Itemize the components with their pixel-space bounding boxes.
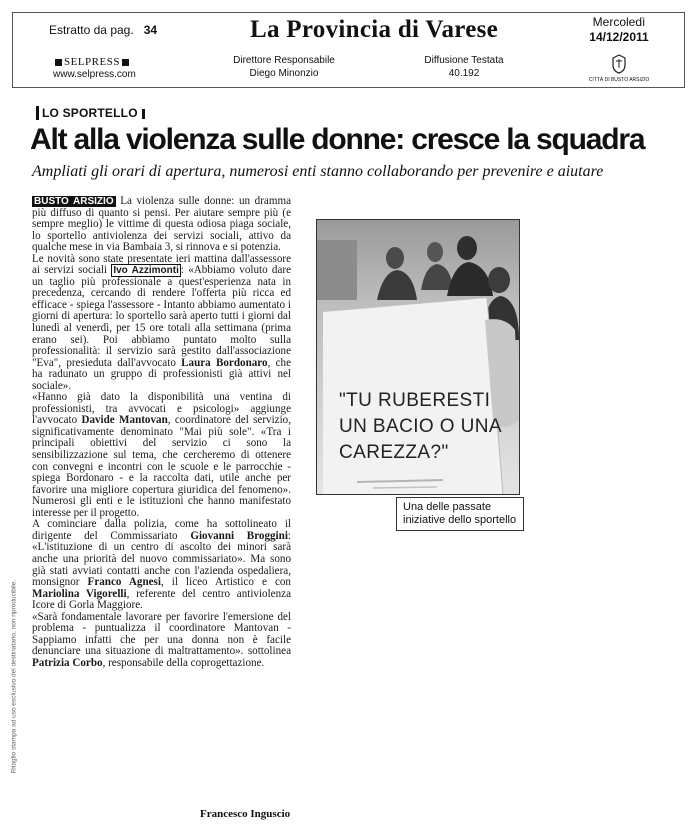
person-name: Laura Bordonaro [181,356,268,369]
date: 14/12/2011 [589,30,649,44]
paragraph [32,612,291,670]
page-number: 34 [143,23,158,37]
poster-slogan: "TU RUBERESTI UN BACIO O UNA CAREZZA?" [339,390,501,463]
seal-caption: CITTÀ DI BUSTO ARSIZIO [588,77,650,83]
photo-caption: Una delle passate iniziative dello sportello [396,497,524,531]
weekday: Mercoledì [592,15,646,29]
person-name: Davide Mantovan [81,414,168,427]
paragraph [32,392,291,519]
paragraph-text: , coordinatore del servizio, significativamente denominato "Mai più sole". «Tra i principali obiettivi del servizio ci sono la sensibilizzazione sul tema, che cercheremo di ottenere con convegni e incontri con le scuole e le parrocchie - spiega Bordonaro - e la raccolta dati, utile anche per favorire una migliore copertura giuridica del fenomeno». Numerosi gli enti e le istituzioni che hanno manifestato interesse per il progetto. [32,414,291,519]
paragraph [32,254,291,393]
paragraph-text: , referente del centro antiviolenza Icore di Gorla Maggiore. [32,587,291,612]
paragraph-text: , responsabile della coprogettazione. [102,656,265,669]
highlighted-name: Ivo Azzimonti [113,265,179,277]
director-name: Diego Minonzio [249,68,319,79]
paragraph [32,196,291,254]
paragraph-text: «Hanno già dato la disponibilità una ventina di professionisti, tra avvocati e psicologi» aggiunge l'avvocato [32,391,291,427]
author-signature: Francesco Inguscio [200,808,291,820]
section-kicker: LO SPORTELLO [36,106,145,120]
circulation-label: Diffusione Testata [424,55,504,66]
press-clipping-header [12,12,685,88]
agency-url: www.selpress.com [53,69,136,80]
article-photo [316,219,520,495]
extract-page-cell [13,13,193,47]
person-name: Franco Agnesi [87,576,161,589]
publication-title: La Provincia di Varese [249,16,499,43]
paragraph-text: : «Abbiamo voluto dare un taglio più professionale a quest'esperienza nata in precedenza, cercando di rendere l'offerta più ricca ed efficace - spiega l'assessore - Intanto abbiamo aumentato i giorni di apertura: lo sportello sarà aperto tutti i giorni dal lunedì al venerdì, per 15 ore totali alla settimana (prima erano sei). Poi abbiamo puntato molto sulla professionalità: il servizio sarà gestito dall'associazione "Eva", presieduta dall'avvocato [32,264,291,369]
agency-name: SELPRESS [64,56,120,68]
article-body [32,196,291,669]
person-name: Mariolina Vigorelli [32,587,127,600]
paragraph-text: , che ha radunato un gruppo di professionisti già attivi nel sociale». [32,356,291,392]
subheadline: Ampliati gli orari di apertura, numerosi enti stanno collaborando per prevenire e aiutare [32,163,604,180]
square-icon [55,59,62,66]
paragraph-text: La violenza sulle donne: un dramma più diffuso di quanto si pensi. Per aiutare sempre più (e sempre meglio) le vittime di questa odiosa piaga sociale, lo sportello antiviolenza dei servizi sociali, attivo da qualche mese in via Bambaia 3, si rinnova e si potenzia. [32,195,291,254]
paragraph-text: : «L'istituzione di un centro di ascolto dei minori sarà anche una priorità del nuovo commissariato». Ma sono già stati avviati contatti anche con l'azienda ospedaliera, monsignor [32,529,291,589]
circulation-value: 40.192 [448,68,480,79]
paragraph-text: A cominciare dalla polizia, come ha sottolineato il dirigente del Commissariato [32,518,291,542]
paragraph-text: , il liceo Artistico e con [160,576,291,589]
headline: Alt alla violenza sulle donne: cresce la squadra [30,123,645,156]
coat-of-arms-icon [611,54,627,74]
square-icon [122,59,129,66]
person-name: Patrizia Corbo [32,656,103,669]
director-label: Direttore Responsabile [233,55,335,66]
paragraph-text: «Sarà fondamentale lavorare per favorire l'emersione del problema - puntualizza il coordinatore Mantovan - Sappiamo infatti che per una donna non è facile denunciare una situazione di maltrattamento». sottolinea [32,610,291,658]
side-copyright-note: Ritaglio stampa ad uso esclusivo del destinatario, non riproducibile. [10,579,18,774]
paragraph-text: Le novità sono state presentate ieri mattina dall'assessore ai servizi sociali [32,252,291,277]
dateline: BUSTO ARSIZIO [34,196,114,207]
city-seal [554,48,684,87]
date-cell [554,13,684,47]
director-cell [194,48,374,87]
paragraph [32,519,291,611]
extract-label: Estratto da pag. [48,23,134,37]
agency-logo [13,48,193,87]
person-name: Giovanni Broggini [190,529,288,542]
circulation-cell [374,48,554,87]
